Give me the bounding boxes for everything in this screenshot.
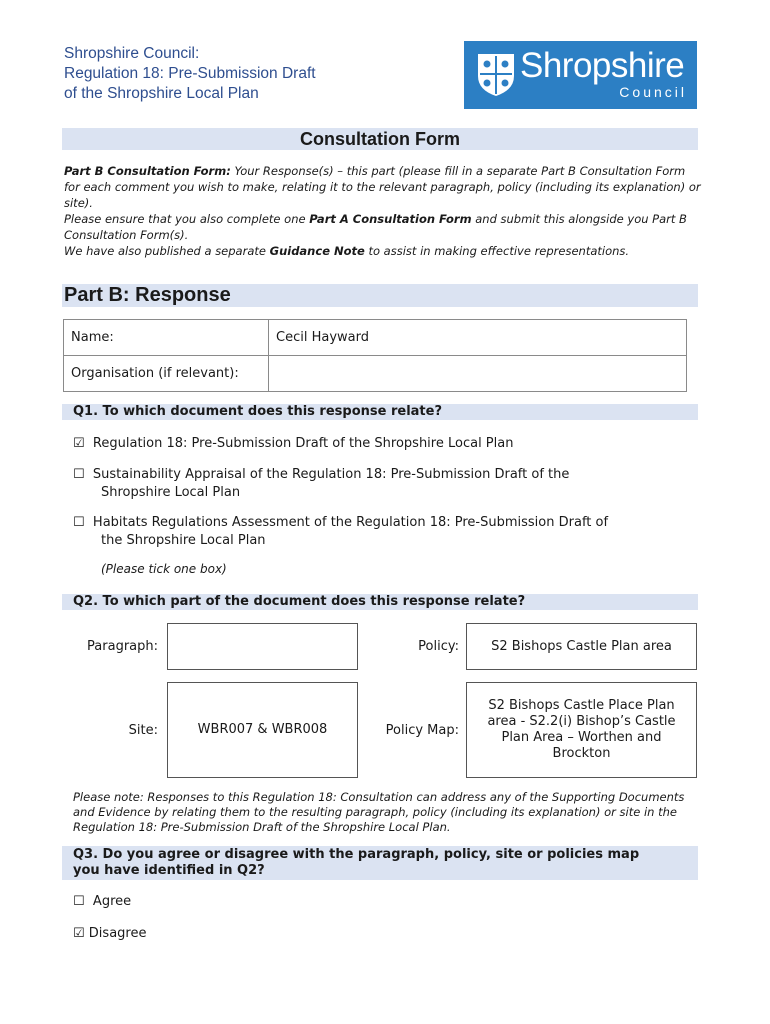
checkbox-unchecked-icon[interactable]: ☐ xyxy=(73,894,85,909)
q3-title-line2: you have identified in Q2? xyxy=(73,863,265,878)
name-field[interactable]: Cecil Hayward xyxy=(269,320,687,356)
checkbox-checked-icon[interactable]: ☑ xyxy=(73,926,85,941)
part-b-title: Part B: Response xyxy=(62,284,698,307)
form-title: Consultation Form xyxy=(62,128,698,150)
q3-agree-label: Agree xyxy=(92,894,132,909)
name-label: Name: xyxy=(64,320,269,356)
shropshire-council-logo xyxy=(464,41,697,109)
intro-p3-b: to assist in making effective representations. xyxy=(364,244,630,258)
logo-word: Shropshire xyxy=(520,46,685,85)
q1-option-2-label-line1: Sustainability Appraisal of the Regulation 18: Pre-Submission Draft of the xyxy=(92,467,570,482)
policy-map-field[interactable]: S2 Bishops Castle Place Plan area - S2.2(i) Bishop’s Castle Plan Area – Worthen and Brockton xyxy=(466,682,697,778)
q2-title: Q2. To which part of the document does this response relate? xyxy=(62,594,698,610)
site-label: Site: xyxy=(128,723,158,738)
checkbox-unchecked-icon[interactable]: ☐ xyxy=(73,515,85,530)
organisation-field[interactable] xyxy=(269,356,687,392)
q3-title-line1: Q3. Do you agree or disagree with the paragraph, policy, site or policies map xyxy=(73,847,640,862)
checkbox-checked-icon[interactable]: ☑ xyxy=(73,436,85,451)
q3-disagree-label: Disagree xyxy=(88,926,147,941)
intro-p2-a: Please ensure that you also complete one xyxy=(64,212,310,226)
q1-option-1[interactable] xyxy=(73,435,513,453)
q3-option-agree[interactable] xyxy=(73,893,131,911)
policy-map-label: Policy Map: xyxy=(385,723,459,738)
policy-field[interactable]: S2 Bishops Castle Plan area xyxy=(466,623,697,670)
checkbox-unchecked-icon[interactable]: ☐ xyxy=(73,467,85,482)
intro-p1-rest: Your Response(s) – this part (please fill in a separate Part B Consultation Form for each comment you wish to make, relating it to the relevant paragraph, policy (including its explanation) or site). xyxy=(64,164,701,210)
intro-text xyxy=(64,163,704,259)
header-line-2: Regulation 18: Pre-Submission Draft xyxy=(64,65,316,82)
paragraph-label: Paragraph: xyxy=(87,639,158,654)
header-line-3: of the Shropshire Local Plan xyxy=(64,85,259,102)
respondent-info-table xyxy=(63,319,687,392)
intro-p3-a: We have also published a separate xyxy=(64,244,270,258)
organisation-label: Organisation (if relevant): xyxy=(64,356,269,392)
logo-subword: Council xyxy=(619,84,687,100)
policy-label: Policy: xyxy=(418,639,459,654)
q1-hint: (Please tick one box) xyxy=(101,562,227,576)
header-title xyxy=(64,44,316,104)
header-line-1: Shropshire Council: xyxy=(64,45,200,62)
q3-title xyxy=(62,846,698,880)
intro-p3-bold: Guidance Note xyxy=(269,244,365,258)
q1-option-1-label: Regulation 18: Pre-Submission Draft of the Shropshire Local Plan xyxy=(92,436,514,451)
q1-title: Q1. To which document does this response relate? xyxy=(62,404,698,420)
intro-p2-b: and submit this alongside you Part B Consultation Form(s). xyxy=(64,212,687,242)
paragraph-field[interactable] xyxy=(167,623,358,670)
q1-option-3[interactable] xyxy=(73,514,608,550)
q1-option-2[interactable] xyxy=(73,466,569,502)
q1-option-2-label-line2: Shropshire Local Plan xyxy=(101,485,241,500)
consultation-note: Please note: Responses to this Regulation 18: Consultation can address any of the Supporting Documents and Evidence by relating them to the resulting paragraph, policy (including its explanation) or site in the Regulation 18: Pre-Submission Draft of the Shropshire Local Plan. xyxy=(73,790,685,834)
intro-p2-bold: Part A Consultation Form xyxy=(309,212,472,226)
intro-p1-bold: Part B Consultation Form: xyxy=(64,164,231,178)
q3-option-disagree[interactable] xyxy=(73,925,146,943)
council-crest-icon xyxy=(476,50,516,98)
q1-option-3-label-line2: the Shropshire Local Plan xyxy=(101,533,266,548)
q1-option-3-label-line1: Habitats Regulations Assessment of the Regulation 18: Pre-Submission Draft of xyxy=(92,515,609,530)
site-field[interactable]: WBR007 & WBR008 xyxy=(167,682,358,778)
